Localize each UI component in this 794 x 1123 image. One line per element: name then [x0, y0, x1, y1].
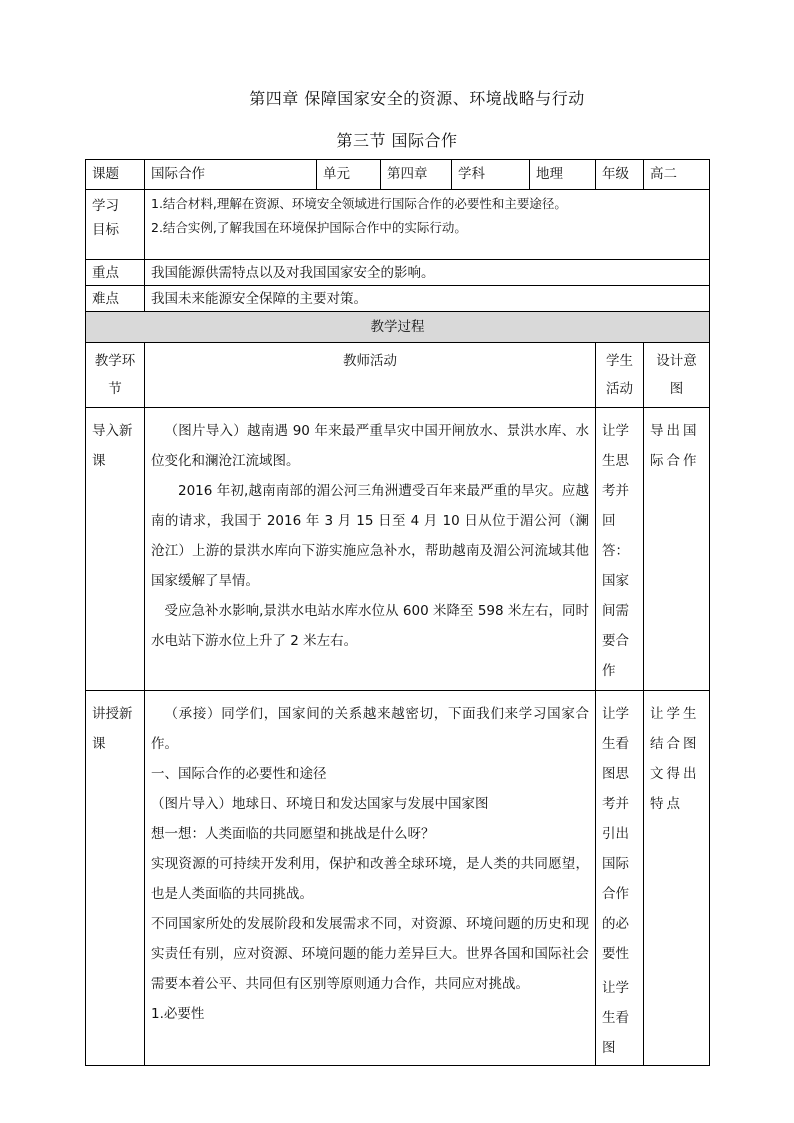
process-title: 教学过程: [86, 312, 710, 343]
main-paragraph: （承接）同学们，国家间的关系越来越密切，下面我们来学习国家合作。: [151, 706, 589, 752]
intro-stage: [86, 408, 145, 691]
grade-value: 高二: [644, 160, 710, 190]
main-paragraph: 想一想：人类面临的共同愿望和挑战是什么呀？: [151, 826, 435, 842]
main-student-activity: [596, 691, 644, 1066]
intro-student-activity: 让学生思考并回答：国家间需要合作: [596, 408, 644, 691]
process-title-row: [86, 312, 710, 343]
intro-design-intent: 导出国际合作: [644, 408, 710, 691]
key-point-label: 重点: [86, 260, 145, 286]
intro-paragraph: （图片导入）越南遇 90 年来最严重旱灾中国开闸放水、景洪水库、水位变化和澜沧江流域图。: [151, 423, 589, 469]
main-student-top: 让学生看图思考并引出国际合作的必要性: [602, 706, 629, 962]
intro-paragraph: 2016 年初,越南南部的湄公河三角洲遭受百年来最严重的旱灾。应越南的请求，我国于 2016 年 3 月 15 日至 4 月 10 日从位于湄公河（澜沧江）上游的景洪水库向下游实施应急补水，帮助越南及湄公河流域其他国家缓解了旱情。: [151, 483, 589, 589]
intro-stage-line2: 课: [92, 453, 106, 469]
goal-item: 2.结合实例,了解我国在环境保护国际合作中的实际行动。: [151, 220, 467, 235]
goals-label-line2: 目标: [92, 222, 119, 238]
stage-column-header: [86, 343, 145, 408]
intro-row: [86, 408, 710, 691]
goal-item: 1.结合材料,理解在资源、环境安全领域进行国际合作的必要性和主要途径。: [151, 196, 567, 211]
main-stage: [86, 691, 145, 1066]
difficult-point-text: 我国未来能源安全保障的主要对策。: [145, 286, 710, 312]
chapter-title: 第四章 保障国家安全的资源、环境战略与行动: [249, 89, 585, 108]
main-paragraph: 实现资源的可持续开发利用，保护和改善全球环境，是人类的共同愿望，也是人类面临的共同挑战。: [151, 856, 589, 902]
stage-header-line2: 节: [108, 381, 122, 397]
intro-paragraph: 受应急补水影响,景洪水电站水库水位从 600 米降至 598 米左右，同时水电站下游水位上升了 2 米左右。: [151, 603, 589, 649]
subject-label: 学科: [452, 160, 530, 190]
student-column-header: 学生活动: [596, 343, 644, 408]
goals-label: [86, 190, 145, 260]
header-row: [86, 160, 710, 190]
unit-label: 单元: [317, 160, 381, 190]
key-point-row: [86, 260, 710, 286]
main-teacher-activity: [145, 691, 596, 1066]
main-stage-line1: 讲授新: [92, 706, 133, 722]
design-column-header: [644, 343, 710, 408]
column-header-row: [86, 343, 710, 408]
design-header-line2: 图: [669, 381, 684, 397]
main-design-intent: 让学生结合图文得出特点: [644, 691, 710, 1066]
main-paragraph: （图片导入）地球日、环境日和发达国家与发展中国家图: [151, 796, 489, 812]
teacher-column-header: 教师活动: [145, 343, 596, 408]
stage-header-line1: 教学环: [94, 353, 136, 369]
unit-value: 第四章: [381, 160, 452, 190]
main-paragraph: 不同国家所处的发展阶段和发展需求不同，对资源、环境问题的历史和现实责任有别，应对资源、环境问题的能力差异巨大。世界各国和国际社会需要本着公平、共同但有区别等原则通力合作，共同应对挑战。: [151, 916, 589, 992]
section-title: 第三节 国际合作: [336, 131, 458, 150]
design-header-line1: 设计意: [656, 353, 697, 369]
main-paragraph: 1.必要性: [151, 1006, 205, 1022]
main-stage-line2: 课: [92, 736, 106, 752]
goals-content: [145, 190, 710, 260]
topic-value: 国际合作: [145, 160, 317, 190]
intro-stage-line1: 导入新: [92, 423, 133, 439]
difficult-point-label: 难点: [86, 286, 145, 312]
subject-value: 地理: [530, 160, 596, 190]
topic-label: 课题: [86, 160, 145, 190]
goals-label-line1: 学习: [92, 198, 119, 214]
grade-label: 年级: [596, 160, 644, 190]
key-point-text: 我国能源供需特点以及对我国国家安全的影响。: [145, 260, 710, 286]
intro-teacher-activity: [145, 408, 596, 691]
goals-row: [86, 190, 710, 260]
main-row: [86, 691, 710, 1066]
difficult-point-row: [86, 286, 710, 312]
main-student-bottom: 让学生看图: [602, 980, 629, 1056]
main-paragraph: 一、国际合作的必要性和途径: [151, 766, 327, 782]
lesson-plan-table: [85, 159, 710, 1066]
